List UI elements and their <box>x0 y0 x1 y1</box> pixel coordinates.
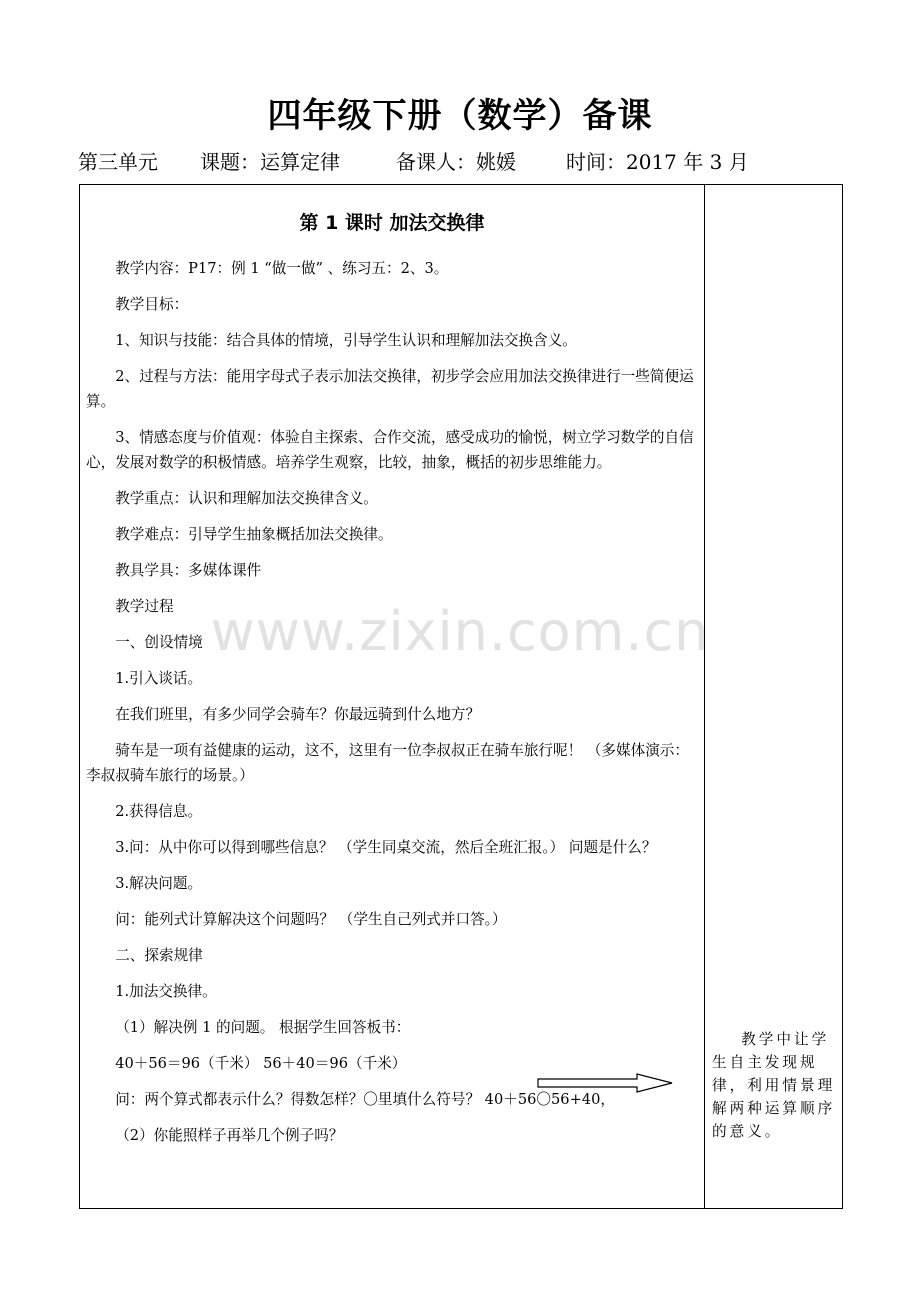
paragraph: （2）你能照样子再举几个例子吗？ <box>115 1127 344 1144</box>
paragraph: 问：两个算式都表示什么？得数怎样？〇里填什么符号？ 40＋56〇56+40， <box>115 1091 615 1108</box>
lesson-title: 第 1 课时 加法交换律 <box>299 212 485 234</box>
paragraph: 40＋56＝96（千米） 56＋40＝96（千米） <box>115 1055 407 1072</box>
paragraph: 1.引入谈话。 <box>115 670 203 687</box>
side-note: 教学中让学生自主发现规律，利用情景理解两种运算顺序的意义。 <box>712 1031 836 1140</box>
header-row <box>78 146 858 176</box>
paragraph: 教具学具：多媒体课件 <box>115 562 262 579</box>
paragraph: 一、创设情境 <box>115 634 203 651</box>
column-divider <box>704 184 705 1209</box>
paragraph: （1）解决例 1 的问题。 根据学生回答板书： <box>115 1019 411 1036</box>
paragraph: 教学难点：引导学生抽象概括加法交换律。 <box>115 526 393 543</box>
paragraph: 在我们班里，有多少同学会骑车？你最远骑到什么地方？ <box>115 706 481 723</box>
paragraph: 二、探索规律 <box>115 947 203 964</box>
paragraph: 骑车是一项有益健康的运动，这不，这里有一位李叔叔正在骑车旅行呢！ （多媒体演示：李叔叔骑车旅行的场景。） <box>86 742 689 784</box>
paragraph: 2.获得信息。 <box>115 803 203 820</box>
paragraph: 3.问：从中你可以得到哪些信息？ （学生同桌交流，然后全班汇报。） 问题是什么？ <box>115 839 657 856</box>
paragraph: 教学过程 <box>115 598 174 615</box>
right-arrow-icon <box>537 1073 677 1093</box>
lesson-content <box>86 256 698 1159</box>
paragraph: 1、知识与技能：结合具体的情境，引导学生认识和理解加法交换含义。 <box>115 332 577 349</box>
paragraph: 1.加法交换律。 <box>115 983 217 1000</box>
paragraph: 教学内容：P17：例 1 “做一做” 、练习五：2、3。 <box>115 260 449 277</box>
paragraph: 3.解决问题。 <box>115 875 203 892</box>
paragraph: 3、情感态度与价值观：体验自主探索、合作交流，感受成功的愉悦，树立学习数学的自信心，发展对数学的积极情感。培养学生观察，比较，抽象，概括的初步思维能力。 <box>86 429 694 471</box>
teacher-label: 备课人：姚媛 <box>396 150 516 174</box>
paragraph: 教学重点：认识和理解加法交换律含义。 <box>115 490 378 507</box>
paragraph: 教学目标： <box>115 296 189 313</box>
paragraph: 问：能列式计算解决这个问题吗？ （学生自己列式并口答。） <box>115 911 507 928</box>
topic-label: 课题：运算定律 <box>200 150 340 174</box>
paragraph: 2、过程与方法：能用字母式子表示加法交换律，初步学会应用加法交换律进行一些简便运算。 <box>86 368 694 410</box>
unit-label: 第三单元 <box>78 150 158 174</box>
watermark: www.zixin.com.cn <box>210 600 710 663</box>
time-label: 时间：2017 年 3 月 <box>566 150 749 174</box>
document-title: 四年级下册（数学）备课 <box>267 96 653 136</box>
